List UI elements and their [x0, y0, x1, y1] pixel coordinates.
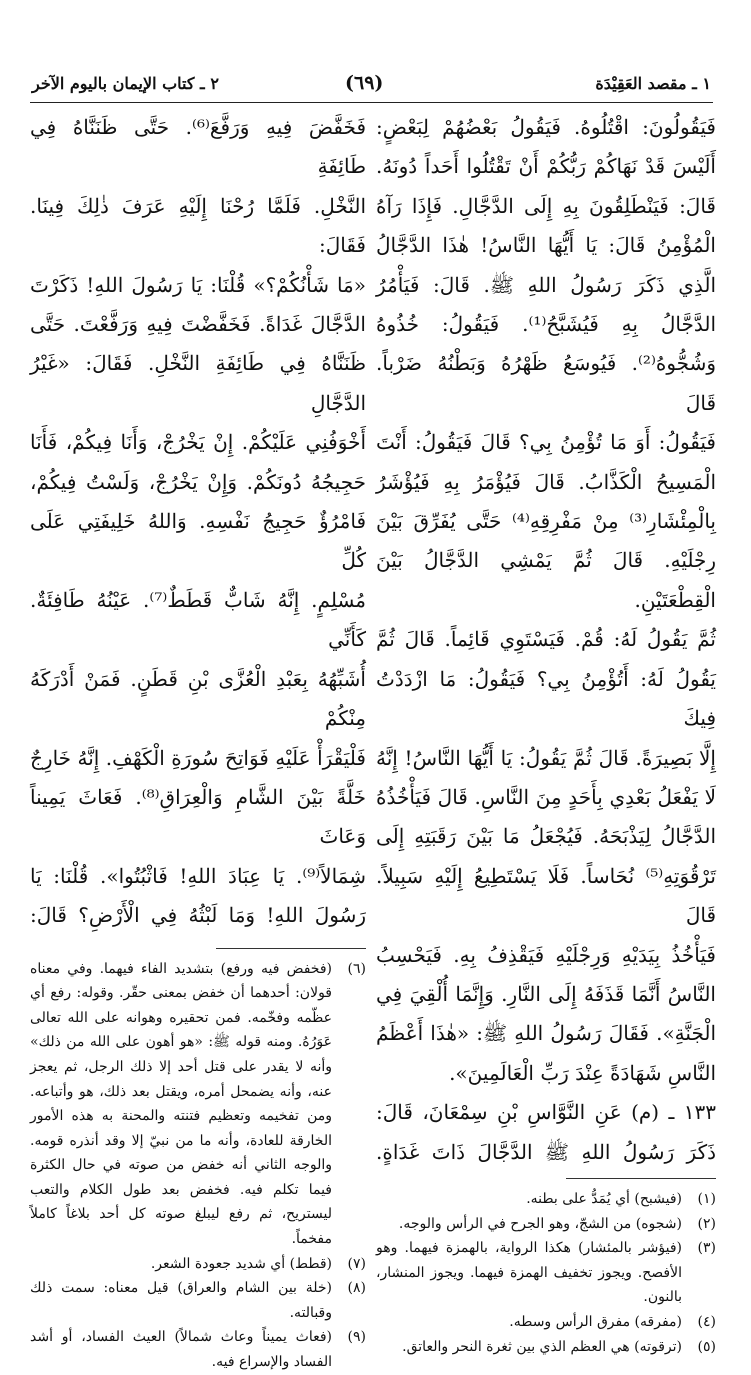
text-line: ذَكَرَ رَسُولُ اللهِ ﷺ الدَّجَّالَ ذَاتَ غَدَاةٍ.: [376, 1139, 716, 1164]
text-line: ثُمَّ يَقُولُ لَهُ: قُمْ. فَيَسْتَوِي قَائِماً. قَالَ ثُمَّ: [376, 627, 716, 652]
footnote-number: (٤): [697, 1313, 716, 1330]
footnote: [30, 1276, 366, 1325]
text-line: بِالْمِئْشَارِ⁽³⁾ مِنْ مَفْرِقِهِ⁽⁴⁾ حَتَّى يُفَرِّقَ بَيْنَ: [376, 509, 716, 534]
footnote: [30, 1325, 366, 1374]
text-line: رَسُولَ اللهِ! وَمَا لَبْثُهُ فِي الْأَرْضِ؟ قَالَ:: [30, 903, 366, 928]
left-column: [30, 108, 366, 1375]
text-line: «مَا شَأْنُكُمْ؟» قُلْنَا: يَا رَسُولَ اللهِ! ذَكَرْتَ: [30, 272, 366, 297]
right-column: [376, 108, 716, 1359]
right-footnotes: [376, 1187, 716, 1359]
text-line: إِلَّا بَصِيرَةً. قَالَ ثُمَّ يَقُولُ: يَا أَيُّهَا النَّاسُ! إِنَّهُ: [376, 745, 716, 770]
running-header: [30, 74, 713, 100]
footnote-separator: [216, 948, 366, 949]
footnote: [376, 1310, 716, 1335]
page-number: (٦٩): [345, 72, 384, 94]
text-line: النَّاسِ شَهَادَةً عِنْدَ رَبِّ الْعَالَمِينَ».: [449, 1060, 716, 1085]
footnote-number: (٩): [347, 1329, 366, 1346]
header-rule: [30, 102, 713, 103]
text-line: تَرْقُوَتِهِ⁽⁵⁾ نُحَاساً. فَلَا يَسْتَطِيعُ إِلَيْهِ سَبِيلاً. قَالَ: [376, 863, 716, 928]
text-line: الدَّجَّالُ بِهِ فَيُشَبَّحُ⁽¹⁾. فَيَقُولُ: خُذُوهُ: [376, 312, 717, 337]
footnote-number: (٣): [697, 1240, 716, 1257]
footnote-text: (ترقوته) هي العظم الذي بين ثغرة النحر والعاتق.: [402, 1338, 682, 1355]
footnote-number: (٨): [347, 1280, 366, 1297]
text-line: قَالَ: فَيَنْطَلِقُونَ بِهِ إِلَى الدَّجَّالِ. فَإِذَا رَآهُ: [376, 193, 716, 218]
footnote: [376, 1212, 716, 1237]
left-column-text: [30, 108, 366, 936]
text-line: مُسْلِمٍ. إِنَّهُ شَابٌّ قَطَطٌ⁽⁷⁾. عَيْنُهُ طَافِئَةٌ. كَأَنِّي: [30, 587, 366, 652]
footnote-text: (فخفض فيه ورفع) بتشديد الفاء فيهما. وفي معناه قولان: أحدهما أن خفض بمعنى حقّر. وقوله: رفع أي عظّمه وفخّمه. فمن تحقيره وهوانه على الله تعالى عَوَرُهُ. ومنه قوله ﷺ: «هو أهون على الله من ذلك» وأنه لا يقدر على قتل أحد إلا ذلك الرجل، ثم يعجز عنه، وأنه يضمحل أمره، ويقتل بعد ذلك، هو وأتباعه. ومن تفخيمه وتعظيم فتنته والمحنة به هذه الأمور الخارقة للعادة، وأنه ما من نبيّ إلا وقد أنذره قومه. والوجه الثاني أنه خفض من صوته في حال الكثرة فيما تكلم فيه. فخفض بعد طول الكلام والتعب ليستريح، ثم رفع ليبلغ صوته كل أحد بلاغاً كاملاً مفخماً.: [30, 960, 332, 1248]
right-column-text: [376, 108, 716, 1172]
text-line: أَلَيْسَ قَدْ نَهَاكُمْ رَبُّكُمْ أَنْ تَقْتُلُوا أَحَداً دُونَهُ.: [376, 154, 716, 179]
footnote: [376, 1335, 716, 1360]
text-line: الدَّجَّالَ غَدَاةً. فَخَفَّضْتَ فِيهِ وَرَفَّعْتَ. حَتَّى: [30, 312, 366, 337]
text-line: رِجْلَيْهِ. قَالَ ثُمَّ يَمْشِي الدَّجَّالُ بَيْنَ الْقِطْعَتَيْنِ.: [376, 548, 716, 612]
text-line: الدَّجَّالُ لِيَذْبَحَهُ. فَيُجْعَلُ مَا بَيْنَ رَقَبَتِهِ إِلَى: [376, 824, 716, 849]
text-line: أُشَبِّهُهُ بِعَبْدِ الْعُزَّى بْنِ قَطَنٍ. فَمَنْ أَدْرَكَهُ مِنْكُمْ: [30, 666, 366, 731]
text-line: الَّذِي ذَكَرَ رَسُولُ اللهِ ﷺ. قَالَ: فَيَأْمُرُ: [376, 272, 716, 297]
footnote-number: (١): [697, 1190, 716, 1207]
header-chapter-title: ٢ ـ كتاب الإيمان باليوم الآخر: [32, 74, 219, 93]
footnote: [30, 957, 366, 1252]
footnote-text: (شجوه) من الشجّ، وهو الجرح في الرأس والوجه.: [398, 1215, 682, 1232]
text-line: النَّخْلِ. فَلَمَّا رُحْنَا إِلَيْهِ عَرَفَ ذٰلِكَ فِينَا. فَقَالَ:: [30, 193, 366, 258]
text-line: خَلَّةً بَيْنَ الشَّامِ وَالْعِرَاقِ⁽⁸⁾. فَعَاثَ يَمِيناً وَعَاثَ: [30, 784, 366, 849]
footnote-text: (قطط) أي شديد جعودة الشعر.: [150, 1255, 332, 1272]
footnote: [376, 1236, 716, 1310]
text-line: أَخْوَفُنِي عَلَيْكُمْ. إِنْ يَخْرُجْ، وَأَنَا فِيكُمْ، فَأَنَا: [30, 430, 366, 455]
text-line: الْجَنَّةِ». فَقَالَ رَسُولُ اللهِ ﷺ: «هٰذَا أَعْظَمُ: [376, 1021, 716, 1046]
text-line: فَامْرُؤٌ حَجِيجُ نَفْسِهِ. وَاللهُ خَلِيفَتِي عَلَى كُلِّ: [30, 509, 366, 573]
header-section-title: ١ ـ مقصد العَقِيْدَة: [595, 74, 711, 93]
left-footnotes: [30, 957, 366, 1375]
text-line: وَشُجُّوهُ⁽²⁾. فَيُوسَعُ ظَهْرُهُ وَبَطْنُهُ ضَرْباً. قَالَ: [376, 351, 716, 415]
text-line: فَيَأْخُذُ بِيَدَيْهِ وَرِجْلَيْهِ فَيَقْذِفُ بِهِ. فَيَحْسِبُ: [376, 942, 716, 967]
text-line: يَقُولُ لَهُ: أَتُؤْمِنُ بِي؟ فَيَقُولُ: مَا ازْدَدْتُ فِيكَ: [376, 666, 716, 731]
footnote: [376, 1187, 716, 1212]
footnote: [30, 1252, 366, 1277]
footnote-text: (فيشبح) أي يُمَدُّ على بطنه.: [526, 1190, 682, 1207]
text-line: شِمَالاً⁽⁹⁾. يَا عِبَادَ اللهِ! فَاثْبُتُوا». قُلْنَا: يَا: [30, 863, 366, 888]
footnote-number: (٦): [347, 960, 366, 977]
text-line: فَلْيَقْرَأْ عَلَيْهِ فَوَاتِحَ سُورَةِ الْكَهْفِ. إِنَّهُ خَارِجٌ: [30, 745, 366, 770]
footnote-number: (٧): [347, 1255, 366, 1272]
text-line: فَيَقُولُ: أَوَ مَا تُؤْمِنُ بِي؟ قَالَ فَيَقُولُ: أَنْتَ: [376, 430, 716, 455]
hadith-heading-line: ١٣٣ ـ (م) عَنِ النَّوَّاسِ بْنِ سِمْعَانَ، قَالَ:: [376, 1100, 716, 1125]
footnote-text: (خلة بين الشام والعراق) قيل معناه: سمت ذلك وقبالته.: [30, 1280, 332, 1321]
text-line: ظَنَنَّاهُ فِي طَائِفَةِ النَّخْلِ. فَقَالَ: «غَيْرُ الدَّجَّالِ: [30, 351, 366, 415]
footnote-text: (فعاث يميناً وعاث شمالاً) العيث الفساد، أو أشد الفساد والإسراع فيه.: [30, 1329, 332, 1371]
footnote-number: (٢): [697, 1215, 716, 1232]
text-line: الْمَسِيحُ الْكَذَّابُ. قَالَ فَيُؤْمَرُ بِهِ فَيُؤْشَرُ: [376, 469, 716, 494]
text-line: فَيَقُولُونَ: اقْتُلُوهُ. فَيَقُولُ بَعْضُهُمْ لِبَعْضٍ:: [376, 115, 716, 139]
footnote-text: (فيؤشر بالمئشار) هكذا الرواية، بالهمزة فيهما. وهو الأفصح. ويجوز تخفيف الهمزة فيهما. ويجوز المنشار، بالنون.: [376, 1240, 682, 1306]
text-line: حَجِيجُهُ دُونَكُمْ. وَإِنْ يَخْرُجْ، وَلَسْتُ فِيكُمْ،: [30, 469, 366, 494]
footnote-separator: [566, 1178, 716, 1179]
text-line: لَا يَفْعَلُ بَعْدِي بِأَحَدٍ مِنَ النَّاسِ. قَالَ فَيَأْخُذُهُ: [376, 784, 716, 809]
text-line: فَخَفَّضَ فِيهِ وَرَفَّعَ⁽⁶⁾. حَتَّى ظَنَنَّاهُ فِي طَائِفَةِ: [30, 115, 367, 179]
footnote-number: (٥): [697, 1338, 716, 1355]
footnote-text: (مفرقه) مفرق الرأس وسطه.: [509, 1313, 682, 1330]
text-line: النَّاسُ أَنَّمَا قَذَفَهُ إِلَى النَّارِ. وَإِنَّمَا أُلْقِيَ فِي: [376, 981, 716, 1006]
text-line: الْمُؤْمِنُ قَالَ: يَا أَيُّهَا النَّاسُ! هٰذَا الدَّجَّالُ: [376, 233, 716, 258]
